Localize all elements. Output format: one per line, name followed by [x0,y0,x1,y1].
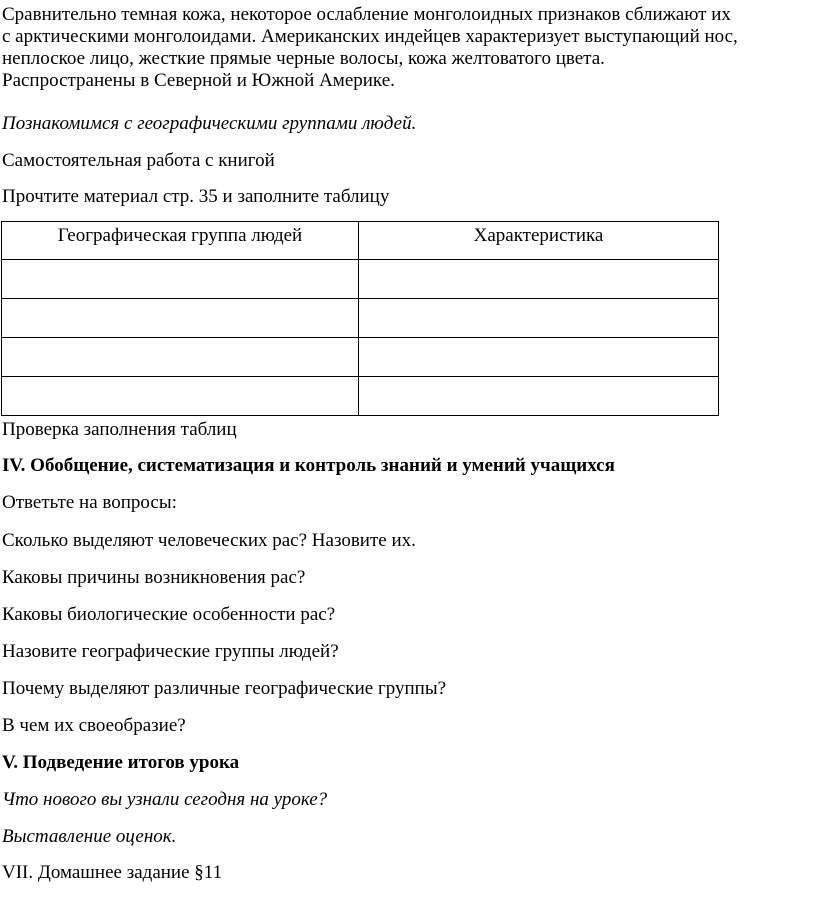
table-cell [2,377,359,416]
table-row [2,338,719,377]
column-header-characteristic: Характеристика [359,222,719,260]
self-work-label: Самостоятельная работа с книгой [2,150,275,171]
table-cell [2,260,359,299]
table-cell [2,338,359,377]
homework-line: VII. Домашнее задание §11 [2,862,223,883]
column-header-group: Географическая группа людей [2,222,359,260]
question-item: Каковы биологические особенности рас? [2,604,336,625]
table-row [2,260,719,299]
intro-line: неплоское лицо, жесткие прямые черные волосы, кожа желтоватого цвета. [2,48,605,69]
section-v-heading: V. Подведение итогов урока [2,752,240,773]
grading-note: Выставление оценок. [2,826,177,847]
question-item: Назовите географические группы людей? [2,641,339,662]
intro-paragraph [2,4,814,92]
table-header-row [2,222,719,260]
table-cell [359,299,719,338]
intro-line: Сравнительно темная кожа, некоторое ослабление монголоидных признаков сближают их [2,4,731,25]
table-instruction: Прочтите материал стр. 35 и заполните таблицу [2,186,390,207]
table-cell [359,260,719,299]
question-item: Почему выделяют различные географические группы? [2,678,447,699]
table-check-label: Проверка заполнения таблиц [2,419,237,440]
summary-question: Что нового вы узнали сегодня на уроке? [2,789,328,810]
table-row [2,299,719,338]
table-row [2,377,719,416]
table-cell [359,338,719,377]
question-item: Сколько выделяют человеческих рас? Назовите их. [2,530,416,551]
table-cell [359,377,719,416]
table-cell [2,299,359,338]
geo-groups-heading: Познакомимся с географическими группами людей. [2,113,417,134]
intro-line: Распространены в Северной и Южной Америке. [2,70,395,91]
question-item: В чем их своеобразие? [2,715,186,736]
geo-groups-table [1,221,719,416]
question-item: Каковы причины возникновения рас? [2,567,306,588]
section-iv-heading: IV. Обобщение, систематизация и контроль знаний и умений учащихся [2,455,615,476]
intro-line: с арктическими монголоидами. Американских индейцев характеризует выступающий нос, [2,26,738,47]
answer-prompt: Ответьте на вопросы: [2,492,177,513]
